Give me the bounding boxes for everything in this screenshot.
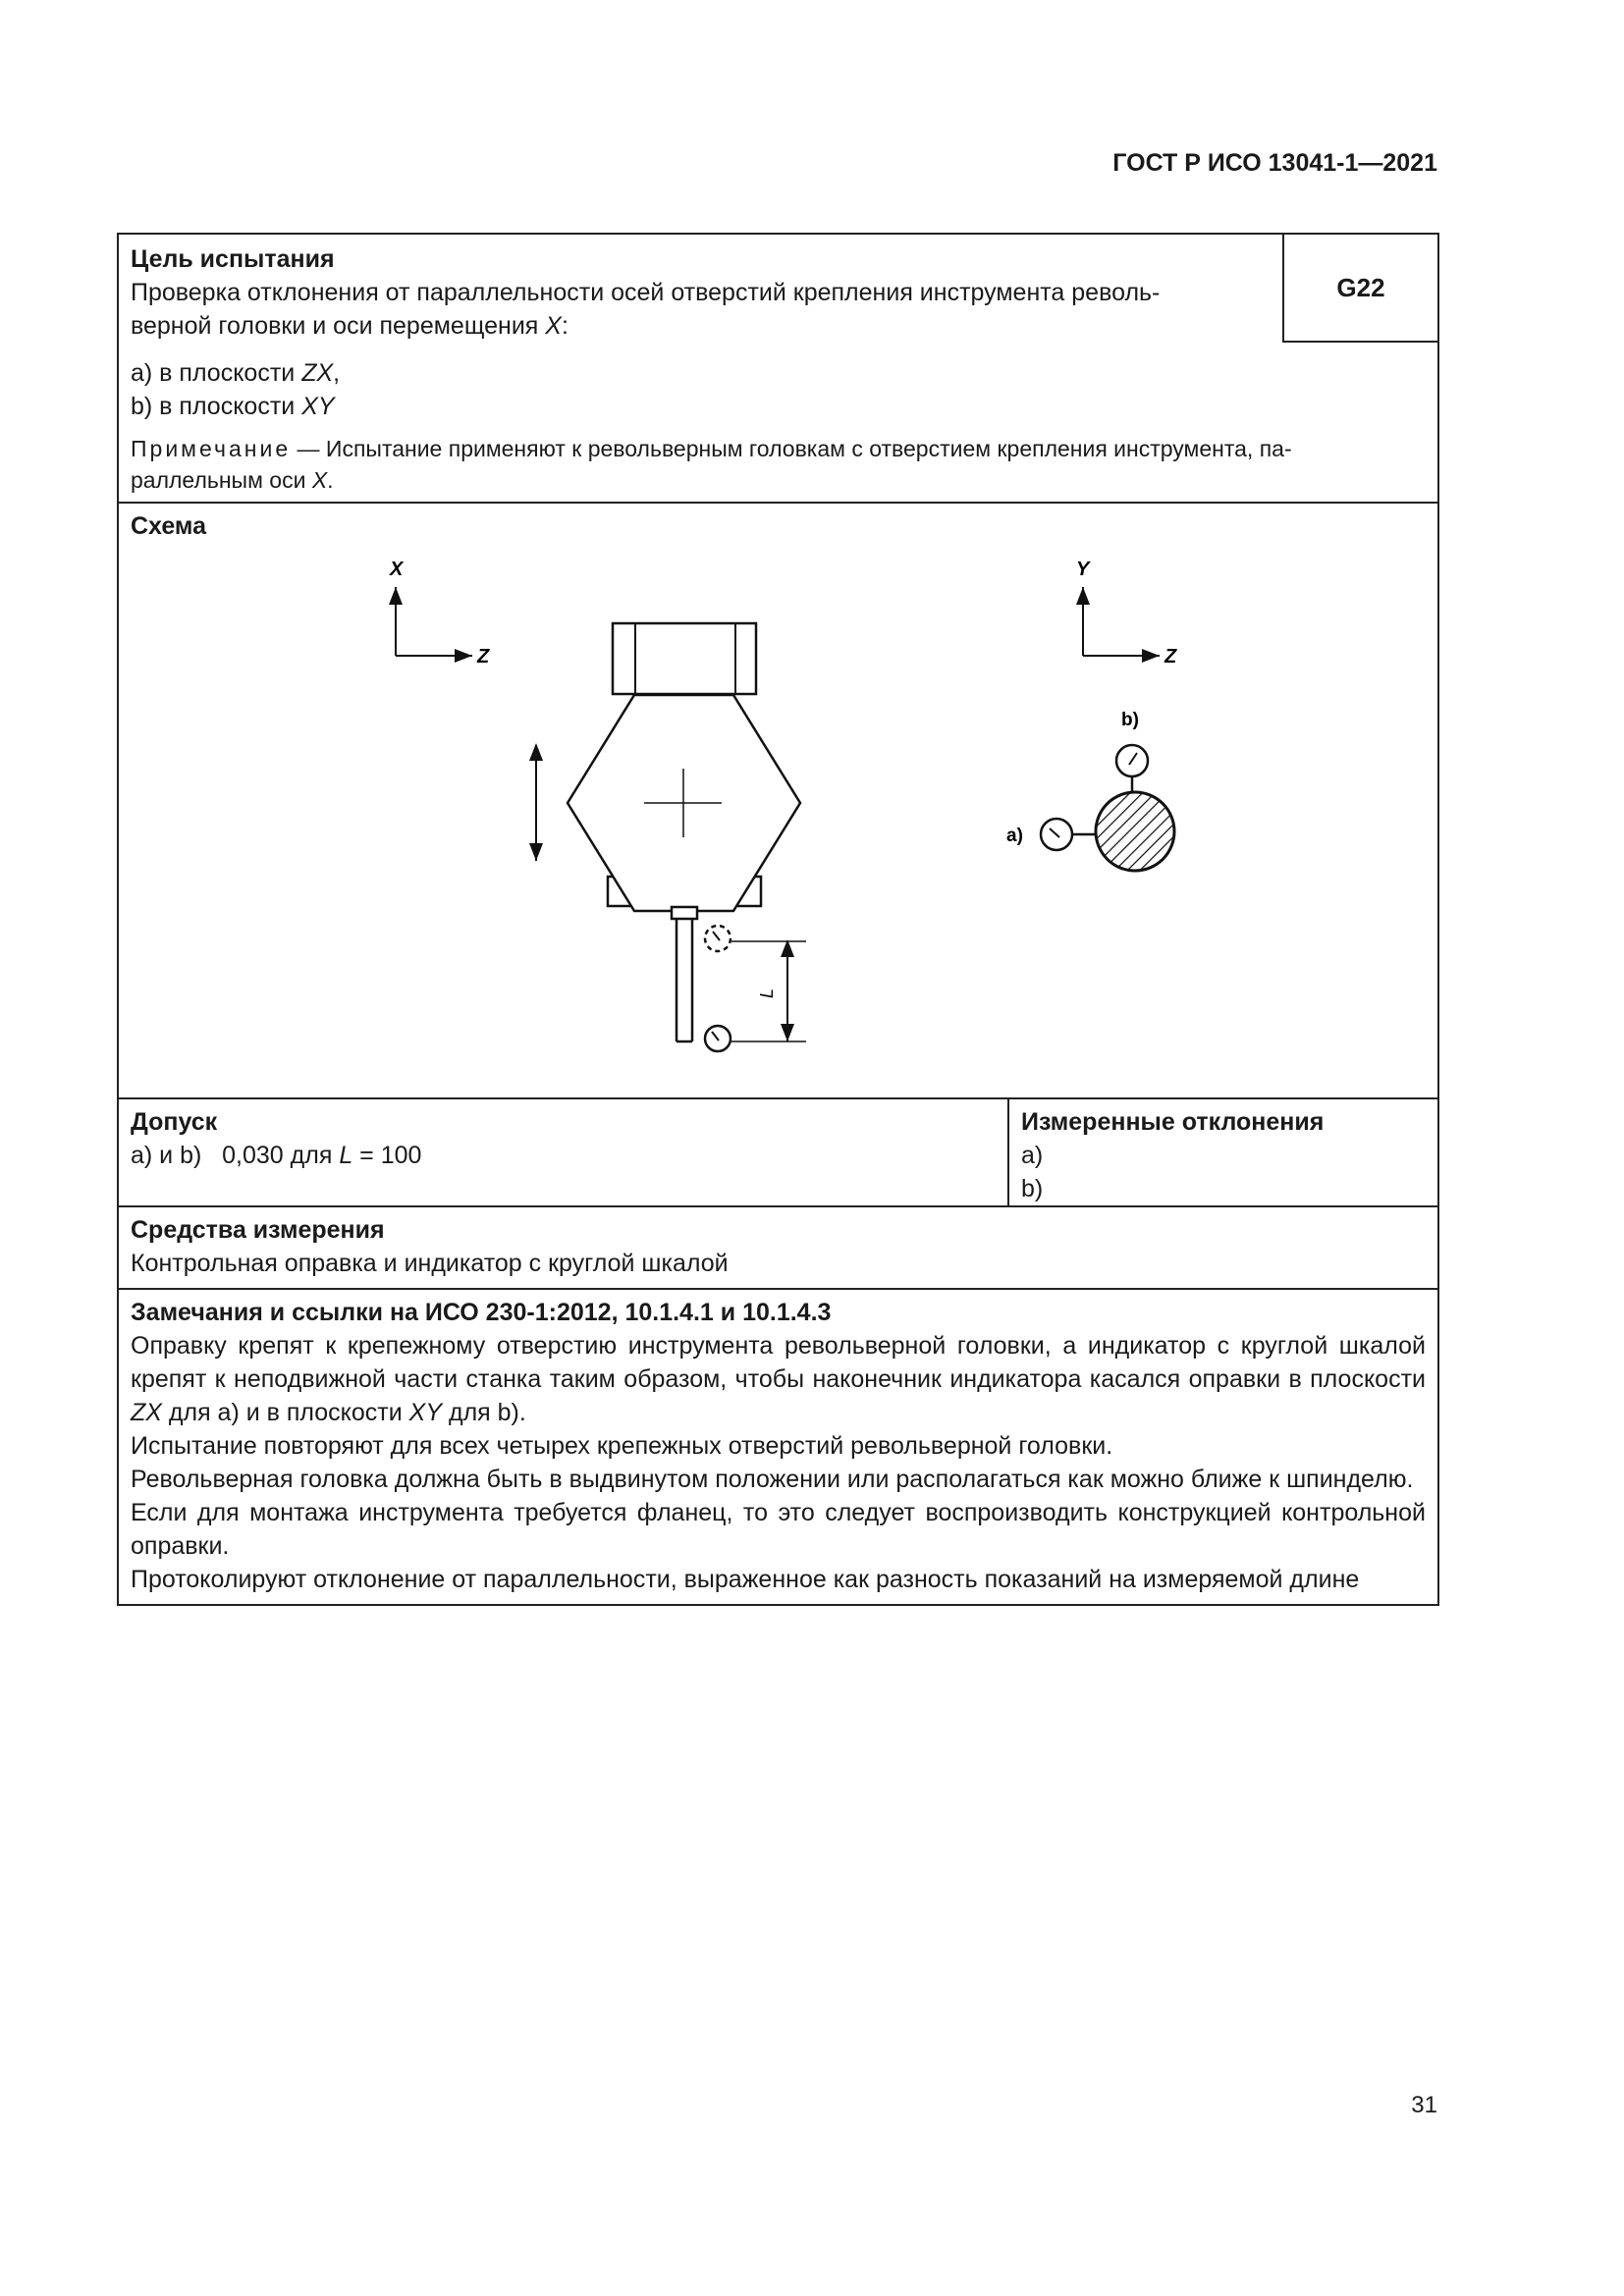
schema-diagram (119, 504, 1437, 1099)
tolerance-cell (119, 1099, 1009, 1205)
measured-cell (1009, 1099, 1437, 1205)
dial-b-label: b) (1121, 710, 1139, 730)
note-label: Примечание (131, 436, 292, 461)
test-code-cell: G22 (1282, 233, 1439, 343)
tolerance-value: a) и b) 0,030 для L = 100 (131, 1142, 422, 1169)
tolerance-row (119, 1099, 1437, 1207)
dial-gauge-a (1041, 819, 1095, 850)
measured-b: b) (1021, 1175, 1044, 1202)
tolerance-heading: Допуск (131, 1108, 218, 1136)
remarks-paragraph-5: Протоколируют отклонение от параллельности, выраженное как разность показаний на измеряемой длине (131, 1566, 1360, 1593)
dial-gauge-b (1116, 745, 1148, 792)
dial-gauge-lower (705, 1026, 731, 1051)
remarks-section (119, 1290, 1437, 1604)
test-sheet-table (117, 233, 1439, 1606)
page-number: 31 (1411, 2092, 1437, 2118)
left-axis-z-label: Z (477, 646, 490, 667)
mandrel-cross-section (1096, 792, 1174, 871)
remarks-paragraph-3: Револьверная головка должна быть в выдвинутом положении или располагаться как можно ближе к шпинделю. (131, 1466, 1414, 1493)
right-axis-y-label: Y (1076, 559, 1090, 580)
schema-section (119, 504, 1437, 1099)
instruments-heading: Средства измерения (131, 1216, 385, 1244)
left-axis-system (389, 559, 490, 667)
length-label: L (757, 988, 777, 998)
dial-gauge-upper (705, 926, 731, 951)
dial-a-label: a) (1006, 826, 1023, 846)
remarks-paragraph-1: Оправку крепят к крепежному отверстию инструмента револьверной головки, а индикатор с круглой шкалой крепят к неподвижной части станка таким образом, чтобы наконечник индикатора касался оправки в плоскости ZX для a) и в плоскости XY для b). (131, 1332, 1426, 1426)
remarks-paragraph-2: Испытание повторяют для всех четырех крепежных отверстий револьверной головки. (131, 1432, 1113, 1460)
objective-item-b: b) в плоскости XY (131, 393, 335, 420)
remarks-paragraph-4: Если для монтажа инструмента требуется фланец, то это следует воспроизводить конструкцией контрольной оправки. (131, 1499, 1426, 1560)
measured-heading: Измеренные отклонения (1021, 1108, 1325, 1136)
right-axis-system (1076, 559, 1177, 667)
left-axis-x-label: X (390, 559, 404, 580)
objective-item-a: a) в плоскости ZX, (131, 359, 341, 387)
objective-text-line2: верной головки и оси перемещения X: (131, 312, 568, 340)
objective-text-line1: Проверка отклонения от параллельности осей отверстий крепления инструмента револь- (131, 279, 1161, 306)
remarks-heading: Замечания и ссылки на ИСО 230-1:2012, 10.1.4.1 и 10.1.4.3 (131, 1299, 832, 1326)
instruments-text: Контрольная оправка и индикатор с круглой шкалой (131, 1250, 729, 1277)
right-axis-z-label: Z (1164, 646, 1177, 667)
objective-note: Примечание — Испытание применяют к револьверным головкам с отверстием крепления инструмента, па- раллельным оси X. (131, 436, 1292, 493)
objective-heading: Цель испытания (131, 245, 335, 273)
standard-designation: ГОСТ Р ИСО 13041-1—2021 (1112, 149, 1437, 177)
objective-section (119, 235, 1437, 504)
measured-a: a) (1021, 1142, 1044, 1169)
schema-heading: Схема (131, 512, 206, 540)
instruments-section (119, 1207, 1437, 1290)
turret-head (568, 623, 800, 1041)
